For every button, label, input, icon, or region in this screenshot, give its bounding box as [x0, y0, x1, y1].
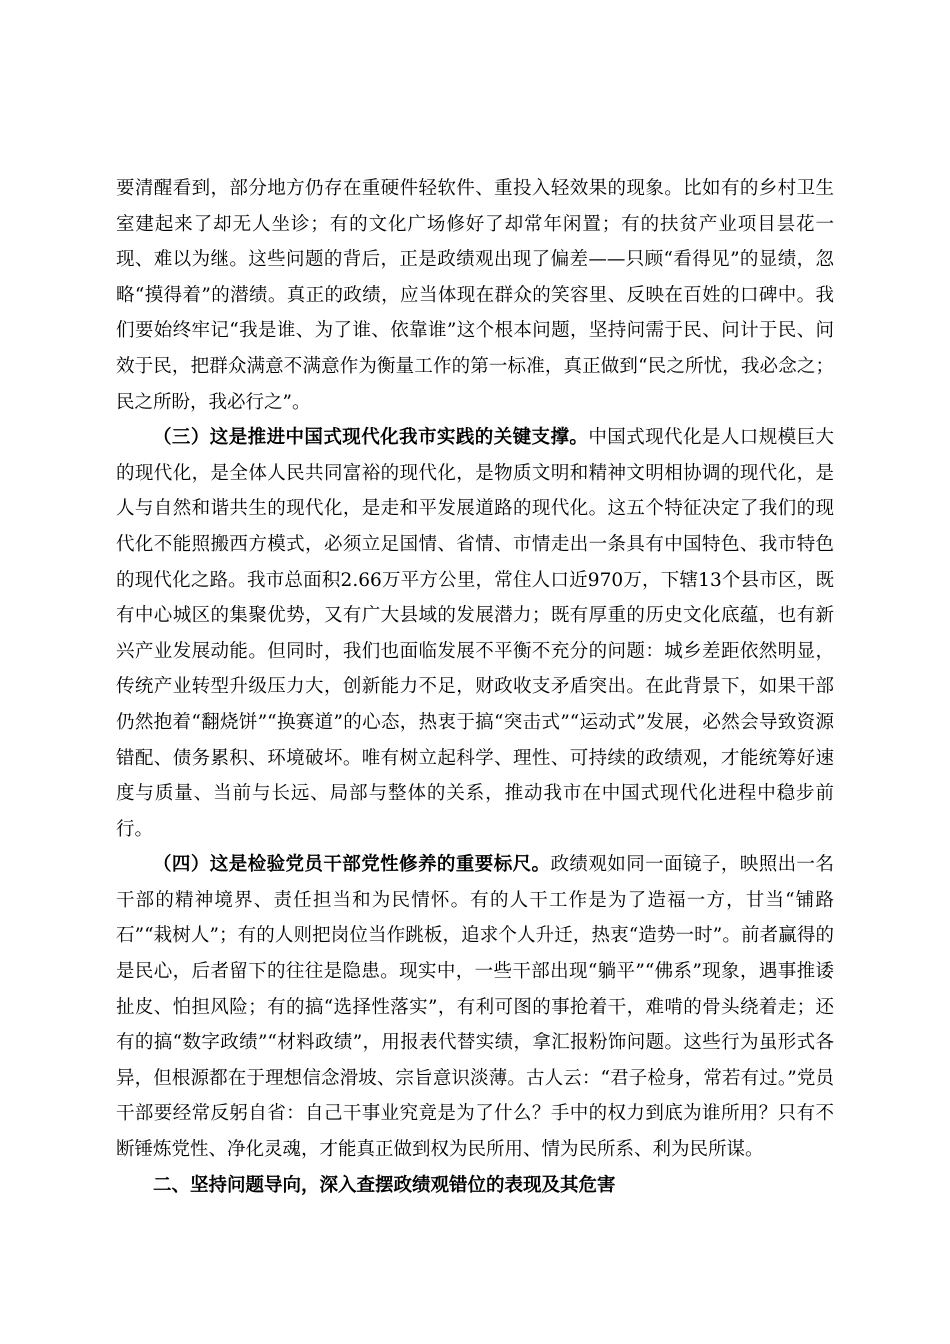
paragraph-2 [116, 420, 834, 847]
paragraph-1-text: 要清醒看到，部分地方仍存在重硬件轻软件、重投入轻效果的现象。比如有的乡村卫生室建起来了却无人坐诊；有的文化广场修好了却常年闲置；有的扶贫产业项目昙花一现、难以为继。这些问题的背后，正是政绩观出现了偏差——只顾“看得见”的显绩，忽略“摸得着”的潜绩。真正的政绩，应当体现在群众的笑容里、反映在百姓的口碑中。我们要始终牢记“我是谁、为了谁、依靠谁”这个根本问题，坚持问需于民、问计于民、问效于民，把群众满意不满意作为衡量工作的第一标准，真正做到“民之所忧，我必念之；民之所盼，我必行之”。 [116, 178, 834, 413]
paragraph-1 [116, 171, 834, 420]
section-heading: 二、坚持问题导向，深入查摆政绩观错位的表现及其危害 [153, 1174, 616, 1196]
paragraph-2-text: 中国式现代化是人口规模巨大的现代化，是全体人民共同富裕的现代化，是物质文明和精神文明相协调的现代化，是人与自然和谐共生的现代化，是走和平发展道路的现代化。这五个特征决定了我们的现代化不能照搬西方模式，必须立足国情、省情、市情走出一条具有中国特色、我市特色的现代化之路。我市总面积2.66万平方公里，常住人口近970万，下辖13个县市区，既有中心城区的集聚优势，又有广大县域的发展潜力；既有厚重的历史文化底蕴，也有新兴产业发展动能。但同时，我们也面临发展不平衡不充分的问题：城乡差距依然明显，传统产业转型升级压力大，创新能力不足，财政收支矛盾突出。在此背景下，如果干部仍然抱着“翻烧饼”“换赛道”的心态，热衷于搞“突击式”“运动式”发展，必然会导致资源错配、债务累积、环境破坏。唯有树立起科学、理性、可持续的政绩观，才能统筹好速度与质量、当前与长远、局部与整体的关系，推动我市在中国式现代化进程中稳步前行。 [116, 427, 834, 840]
paragraph-2-lead: （三）这是推进中国式现代化我市实践的关键支撑。 [153, 427, 589, 449]
paragraph-3 [116, 847, 834, 1167]
paragraph-3-text: 政绩观如同一面镜子，映照出一名干部的精神境界、责任担当和为民情怀。有的人干工作是为了造福一方，甘当“铺路石”“栽树人”；有的人则把岗位当作跳板，追求个人升迁，热衷“造势一时”。前者赢得的是民心，后者留下的往往是隐患。现实中，一些干部出现“躺平”“佛系”现象，遇事推诿扯皮、怕担风险；有的搞“选择性落实”，有利可图的事抢着干，难啃的骨头绕着走；还有的搞“数字政绩”“材料政绩”，用报表代替实绩，拿汇报粉饰问题。这些行为虽形式各异，但根源都在于理想信念滑坡、宗旨意识淡薄。古人云：“君子检身，常若有过。”党员干部要经常反躬自省：自己干事业究竟是为了什么？手中的权力到底为谁所用？只有不断锤炼党性、净化灵魂，才能真正做到权为民所用、情为民所系、利为民所谋。 [116, 854, 834, 1161]
document-body [116, 171, 834, 1203]
paragraph-3-lead: （四）这是检验党员干部党性修养的重要标尺。 [153, 854, 551, 876]
